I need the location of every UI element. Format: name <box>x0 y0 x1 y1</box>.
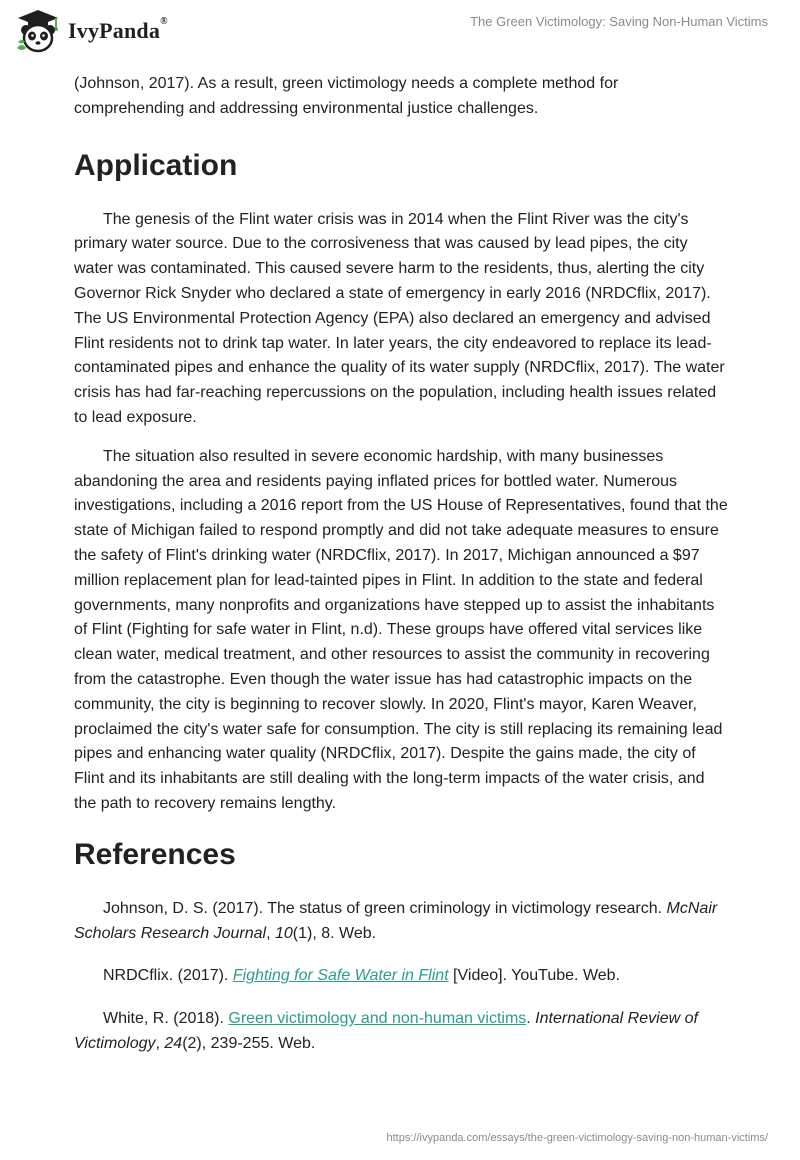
reference-journal: McNair Scholars Research Journal <box>74 899 718 942</box>
reference-journal: International Review of Victimology <box>74 1010 698 1052</box>
reference-nrdcflix: NRDCflix. (2017). Fighting for Safe Water in Flint [Video]. YouTube. Web. <box>103 967 620 985</box>
brand-logo[interactable] <box>14 8 168 54</box>
references-heading: References <box>74 837 236 871</box>
source-url[interactable]: https://ivypanda.com/essays/the-green-victimology-saving-non-human-victims/ <box>386 1132 768 1144</box>
application-heading: Application <box>74 148 238 182</box>
reference-johnson: Johnson, D. S. (2017). The status of green criminology in victimology research. McNair Scholars Research Journal, 10(1), 8. Web. <box>74 899 718 942</box>
document-title: The Green Victimology: Saving Non-Human Victims <box>470 14 768 29</box>
application-paragraph-1: The genesis of the Flint water crisis was in 2014 when the Flint River was the city's primary water source. Due to the corrosiveness that was caused by lead pipes, the city water was contaminated. This caused severe harm to the residents, thus, alerting the city Governor Rick Snyder who declared a state of emergency in early 2016 (NRDCflix, 2017). The US Environmental Protection Agency (EPA) also declared an emergency and advised Flint residents not to drink tap water. In later years, the city endeavored to replace its lead-contaminated pipes and enhance the quality of its water supply (NRDCflix, 2017). The water crisis has had far-reaching repercussions on the population, including health issues related to lead exposure. <box>74 210 725 426</box>
essay-body <box>74 72 728 1075</box>
panda-graduate-icon <box>14 8 62 54</box>
brand-name: IvyPanda® <box>68 16 168 43</box>
reference-white: White, R. (2018). Green victimology and non-human victims. International Review of Victimology, 24(2), 239-255. Web. <box>74 1010 698 1052</box>
application-paragraph-2: The situation also resulted in severe economic hardship, with many businesses abandoning the area and residents paying inflated prices for bottled water. Numerous investigations, including a 2016 report from the US House of Representatives, found that the state of Michigan failed to respond promptly and did not take adequate measures to ensure the safety of Flint's drinking water (NRDCflix, 2017). In 2017, Michigan announced a $97 million replacement plan for lead-tainted pipes in Flint. In addition to the state and federal governments, many nonprofits and organizations have stepped up to assist the inhabitants of Flint (Fighting for safe water in Flint, n.d). These groups have offered vital services like clean water, medical treatment, and other resources to assist the community in recovering from the catastrophe. Even though the water issue has had catastrophic impacts on the community, the city is beginning to recover slowly. In 2020, Flint's mayor, Karen Weaver, proclaimed the city's water safe for consumption. The city is still replacing its remaining lead pipes and enhancing water quality (NRDCflix, 2017). Despite the gains made, the city of Flint and its inhabitants are still dealing with the long-term impacts of the water crisis, and the path to recovery remains lengthy. <box>74 447 728 812</box>
page-header <box>0 0 800 62</box>
lead-paragraph: (Johnson, 2017). As a result, green victimology needs a complete method for comprehending and addressing environmental justice challenges. <box>74 75 619 117</box>
reference-volume: 10 <box>274 924 293 942</box>
reference-link-article[interactable]: Green victimology and non-human victims <box>228 1010 527 1028</box>
reference-link-video[interactable]: Fighting for Safe Water in Flint <box>232 967 449 985</box>
reference-volume: 24 <box>164 1034 183 1052</box>
